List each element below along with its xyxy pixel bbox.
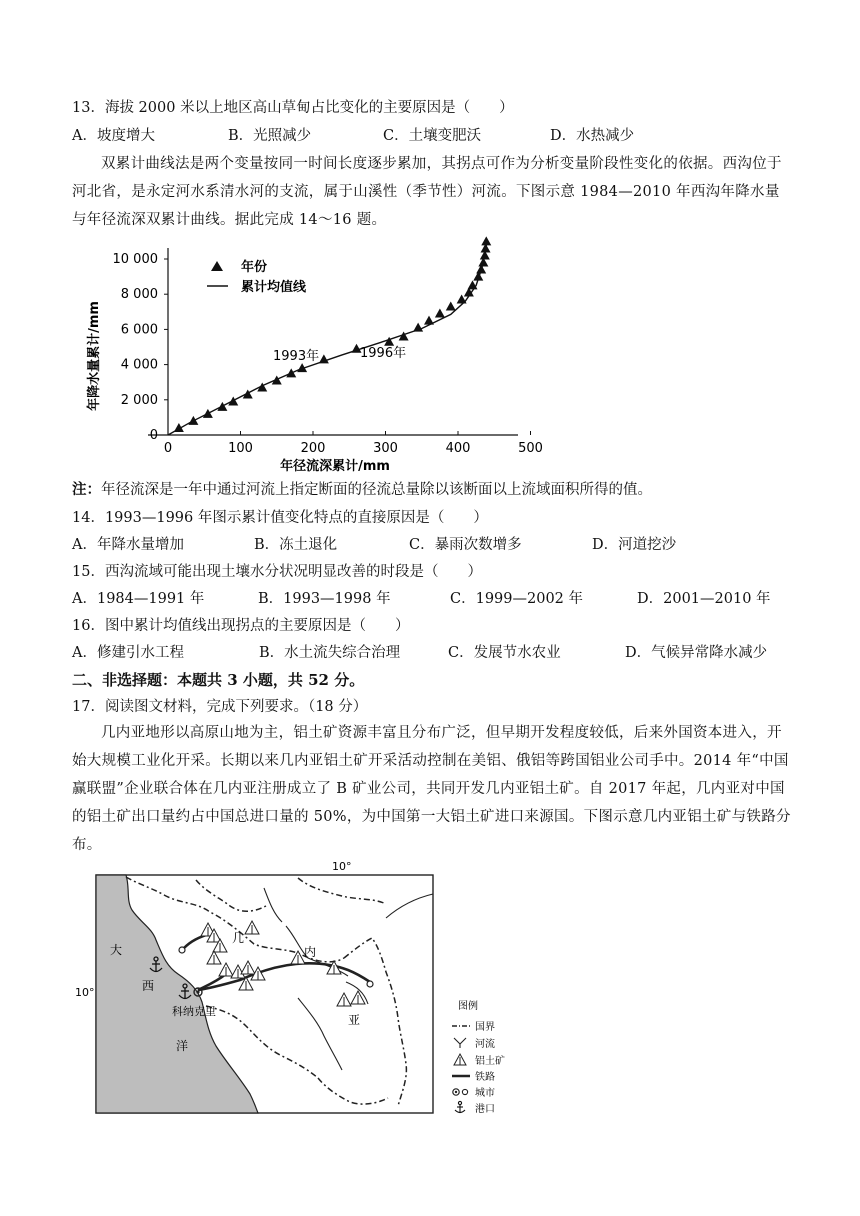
q16-option-a: A．修建引水工程: [72, 645, 184, 661]
q14-option-b: B．冻土退化: [254, 537, 338, 553]
city-marker: [179, 947, 185, 953]
annotation-1993: 1993年: [273, 349, 320, 364]
year-point: [217, 402, 227, 411]
year-points: [174, 236, 491, 432]
x-tick-label: 0: [163, 441, 173, 456]
map-ocean-label-3: 洋: [176, 1039, 189, 1053]
section2-title: 二、非选择题：本题共 3 小题，共 52 分。: [72, 671, 365, 689]
x-tick-label: 200: [300, 441, 326, 456]
y-tick-label: 8 000: [120, 287, 158, 303]
legend-port-label: 港口: [475, 1104, 495, 1115]
q17-stem: 17．阅读图文材料，完成下列要求。（18 分）: [72, 699, 368, 715]
q15-options: [72, 589, 792, 609]
year-point: [413, 323, 423, 332]
intro-paragraph: 双累计曲线法是两个变量按同一时间长度逐步累加，其拐点可作为分析变量阶段性变化的依据。西沟位于河北省，是永定河水系清水河的支流，属于山溪性（季节性）河流。下图示意 1984—2010 年西沟年降水量与年径流深双累计曲线。据此完成 14～16 题。: [72, 156, 782, 228]
annotation-1996: 1996年: [360, 346, 407, 361]
q16-option-c: C．发展节水农业: [448, 645, 561, 661]
y-ticks: [113, 252, 169, 443]
legend-marker-label: 年份: [241, 260, 268, 275]
year-point: [272, 375, 282, 384]
legend-city-label: 城市: [475, 1088, 495, 1099]
x-tick-label: 500: [518, 441, 543, 456]
q16-stem: 16．图中累计均值线出现拐点的主要原因是（ ）: [72, 618, 410, 634]
map-country-label-1: 几: [232, 931, 245, 945]
y-tick-label: 2 000: [120, 392, 158, 408]
q14-option-a: A．年降水量增加: [72, 537, 184, 553]
y-tick-label: 10 000: [112, 252, 158, 267]
legend-triangle-icon: [211, 261, 223, 271]
legend-bauxite-icon: [454, 1054, 466, 1065]
q13-stem: 13．海拔 2000 米以上地区高山草甸占比变化的主要原因是（ ）: [72, 100, 514, 116]
map-longitude-label: 10°: [332, 860, 352, 873]
q15-option-a: A．1984—1991 年: [72, 591, 205, 607]
q15-option-d: D．2001—2010 年: [637, 591, 771, 607]
legend-town-icon: [462, 1089, 467, 1094]
map-ocean-label-2: 西: [142, 979, 155, 993]
q15-stem: 15．西沟流域可能出现土壤水分状况明显改善的时段是（ ）: [72, 564, 482, 580]
x-tick-label: 300: [373, 441, 398, 456]
legend-bauxite-label: 铝土矿: [475, 1056, 505, 1067]
q13-option-c: C．土壤变肥沃: [383, 128, 482, 144]
year-point: [203, 409, 213, 418]
y-tick-label: 6 000: [120, 322, 158, 338]
map-legend-title: 图例: [458, 1001, 478, 1012]
map-country-label-3: 亚: [348, 1013, 361, 1027]
year-point: [481, 236, 491, 245]
legend-city-icon-dot: [455, 1091, 457, 1093]
city-conakry-dot: [196, 990, 199, 993]
chart-note: [72, 480, 652, 500]
q13-options: [72, 126, 792, 146]
map-legend: [452, 1021, 505, 1115]
city-marker: [367, 981, 373, 987]
city-conakry-label: 科纳克里: [172, 1005, 216, 1018]
map-latitude-label: 10°: [75, 986, 95, 999]
legend-line-label: 累计均值线: [241, 280, 307, 295]
x-tick-label: 400: [445, 441, 471, 456]
q13-option-d: D．水热减少: [550, 128, 635, 144]
legend-border-label: 国界: [475, 1022, 495, 1033]
year-point: [446, 302, 456, 311]
double-cumulative-chart: [80, 238, 550, 478]
legend-river-label: 河流: [475, 1039, 495, 1050]
year-point: [319, 354, 329, 363]
q14-stem: 14．1993—1996 年图示累计值变化特点的直接原因是（ ）: [72, 510, 488, 526]
y-axis-label: 年降水量累计/mm: [87, 301, 102, 411]
note-label: 注：: [72, 481, 101, 498]
legend-railway-label: 铁路: [475, 1072, 495, 1083]
q14-options: [72, 535, 792, 555]
q14-option-c: C．暴雨次数增多: [409, 537, 522, 553]
q16-option-d: D．气候异常降水减少: [625, 645, 768, 661]
year-point: [188, 416, 198, 425]
map-ocean-label-1: 大: [110, 943, 123, 957]
map-country-label-2: 内: [304, 945, 317, 959]
q17-material: 几内亚地形以高原山地为主，铝土矿资源丰富且分布广泛，但早期开发程度较低，后来外国资本进入，开始大规模工业化开采。长期以来几内亚铝土矿开采活动控制在美铝、俄铝等跨国铝业公司手中。2014 年“中国赢联盟”企业联合体在几内亚注册成立了 B 矿业公司，共同开发几内亚铝土矿。自 2017 年起，几内亚对中国的铝土矿出口量约占中国总进口量的 50%，为中国第一大铝土矿进口来源国。下图示意几内亚铝土矿与铁路分布。: [72, 725, 791, 853]
x-tick-label: 100: [228, 441, 253, 456]
guinea-bauxite-map: [75, 858, 546, 1120]
q13-option-b: B．光照减少: [228, 128, 312, 144]
y-tick-label: 4 000: [120, 357, 158, 373]
q15-option-c: C．1999—2002 年: [450, 591, 584, 607]
note-text: 年径流深是一年中通过河流上指定断面的径流总量除以该断面以上流域面积所得的值。: [101, 482, 652, 498]
x-axis-label: 年径流深累计/mm: [280, 459, 390, 474]
legend-port-icon: [455, 1101, 465, 1112]
year-point: [228, 397, 238, 406]
year-point: [435, 309, 445, 318]
q13-option-a: A．坡度增大: [72, 128, 155, 144]
q16-option-b: B．水土流失综合治理: [259, 645, 401, 661]
legend-river-icon: [454, 1038, 466, 1048]
q14-option-d: D．河道挖沙: [592, 537, 677, 553]
q15-option-b: B．1993—1998 年: [258, 591, 391, 607]
year-point: [286, 368, 296, 377]
year-point: [424, 316, 434, 325]
q16-options: [72, 643, 792, 663]
y-tick-label: 0: [149, 428, 158, 443]
